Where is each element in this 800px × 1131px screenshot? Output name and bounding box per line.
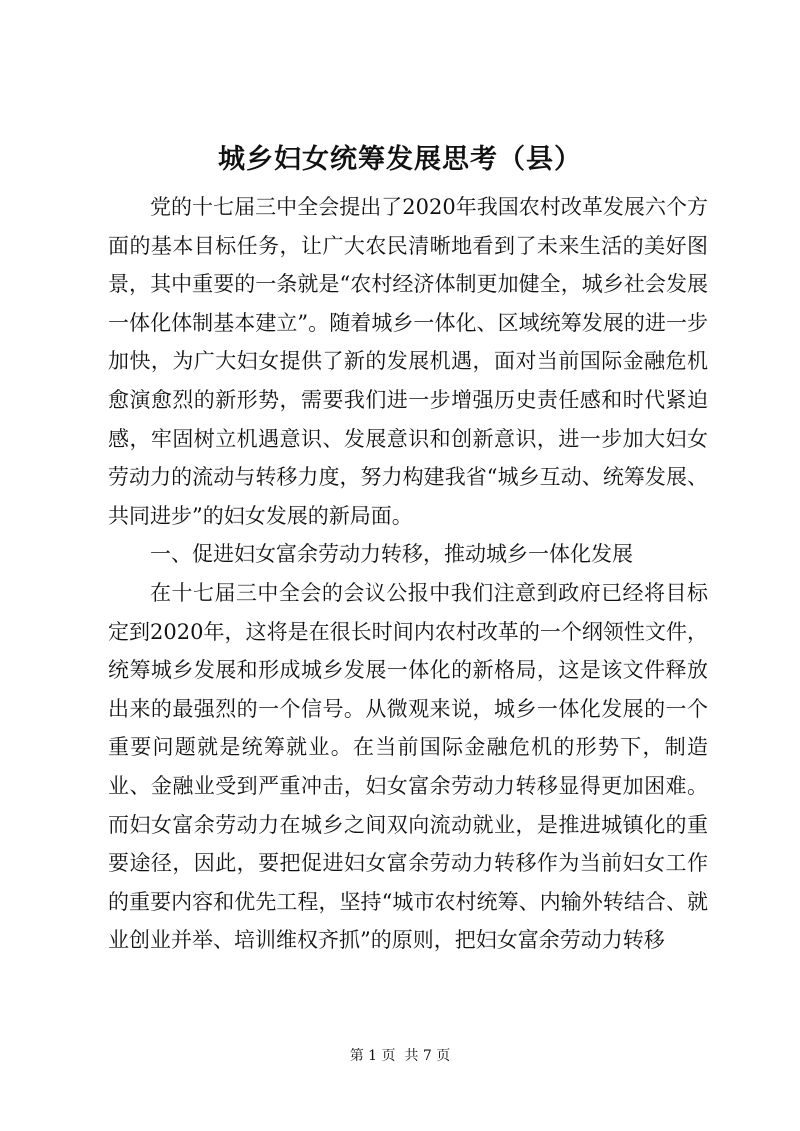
page-number-label: 第 1 页 共 7 页 [349, 1048, 451, 1064]
section-heading-1: 一、促进妇女富余劳动力转移，推动城乡一体化发展 [150, 542, 633, 567]
paragraph-intro: 党的十七届三中全会提出了2020年我国农村改革发展六个方面的基本目标任务，让广大农民清晰地看到了未来生活的美好图景，其中重要的一条就是“农村经济体制更加健全，城乡社会发展一体化体制基本建立”。随着城乡一体化、区域统筹发展的进一步加快，为广大妇女提供了新的发展机遇，面对当前国际金融危机愈演愈烈的新形势，需要我们进一步增强历史责任感和时代紧迫感，牢固树立机遇意识、发展意识和创新意识，进一步加大妇女劳动力的流动与转移力度，努力构建我省“城乡互动、统筹发展、共同进步”的妇女发展的新局面。 [108, 195, 708, 528]
document-body [108, 188, 708, 960]
page-footer [0, 1046, 800, 1066]
document-title: 城乡妇女统筹发展思考（县） [218, 144, 582, 175]
paragraph-section-1: 在十七届三中全会的会议公报中我们注意到政府已经将目标定到2020年，这将是在很长时间内农村改革的一个纲领性文件，统筹城乡发展和形成城乡发展一体化的新格局，这是该文件释放出来的最强烈的一个信号。从微观来说，城乡一体化发展的一个重要问题就是统筹就业。在当前国际金融危机的形势下，制造业、金融业受到严重冲击，妇女富余劳动力转移显得更加困难。而妇女富余劳动力在城乡之间双向流动就业，是推进城镇化的重要途径，因此，要把促进妇女富余劳动力转移作为当前妇女工作的重要内容和优先工程，坚持“城市农村统筹、内输外转结合、就业创业并举、培训维权齐抓”的原则，把妇女富余劳动力转移 [108, 580, 708, 953]
